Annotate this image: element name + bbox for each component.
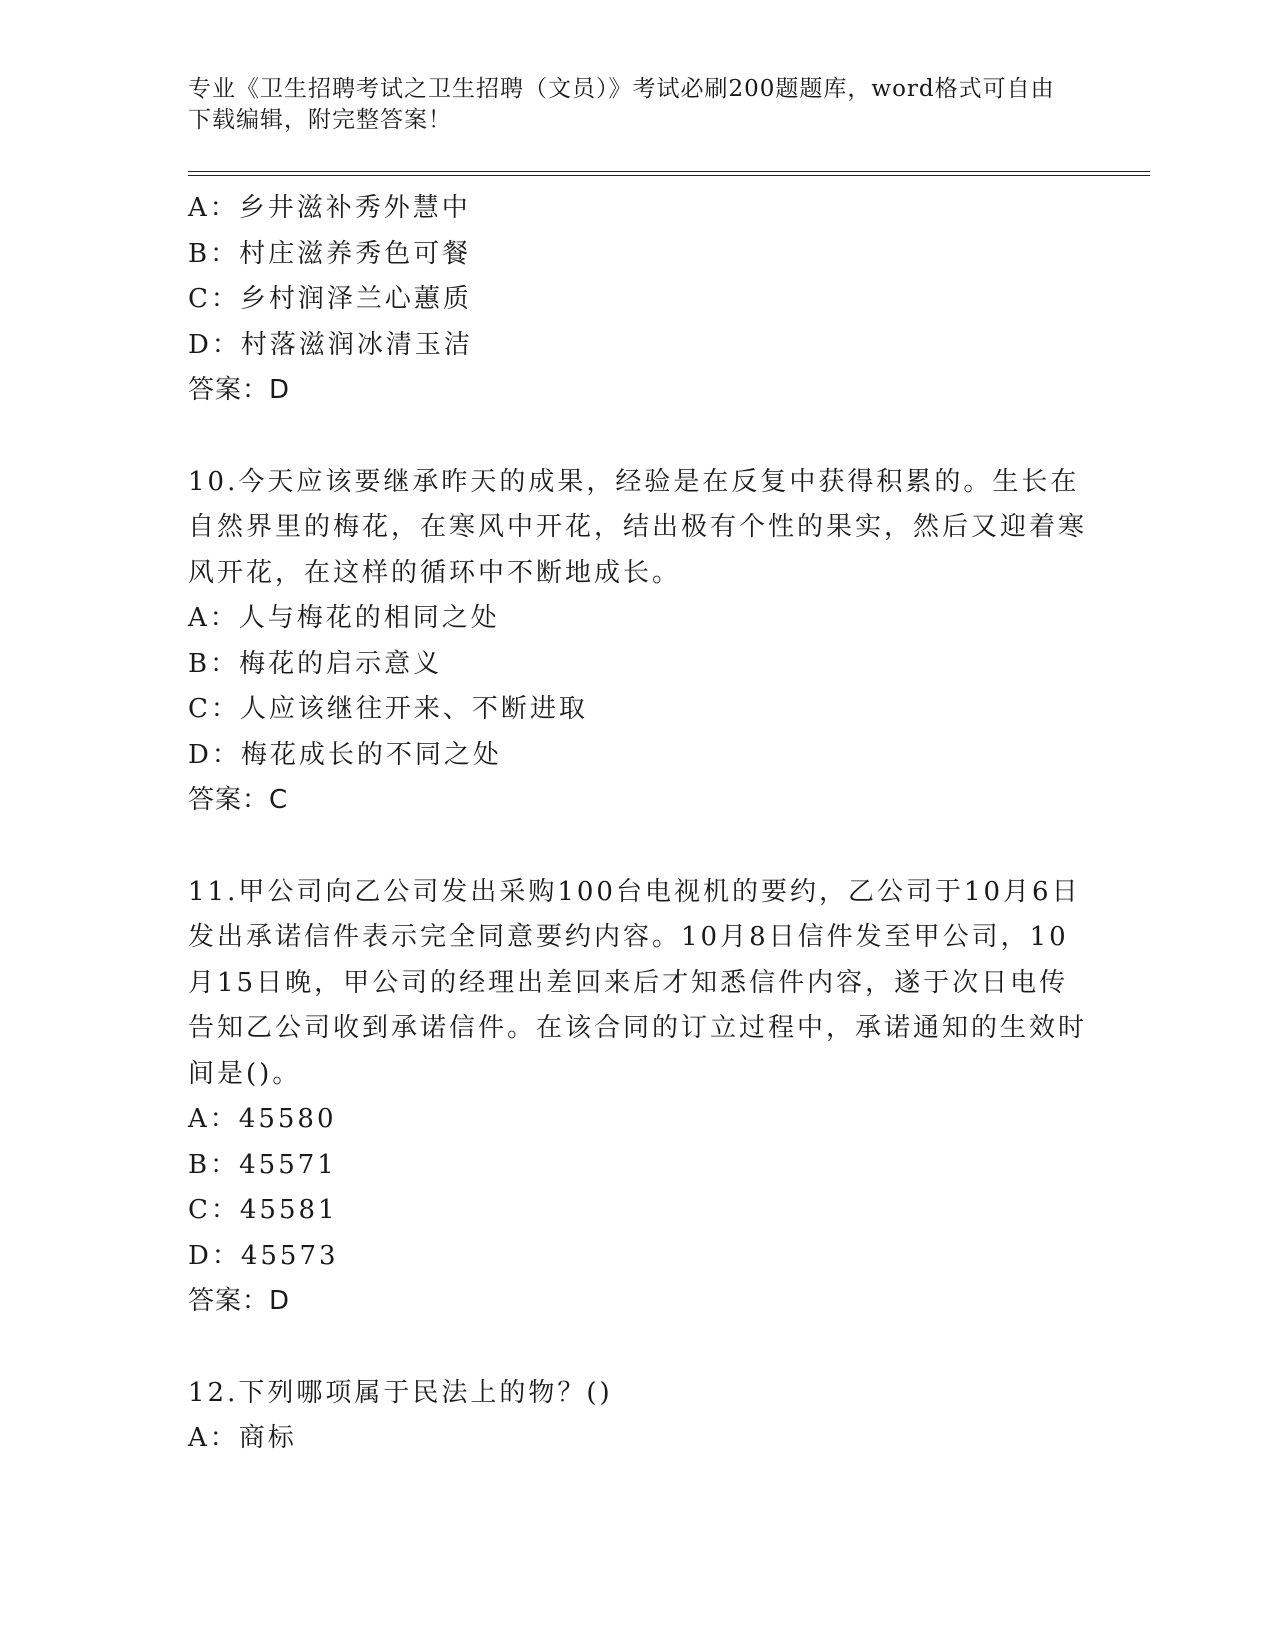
question-text: 11.甲公司向乙公司发出采购100台电视机的要约，乙公司于10月6日发出承诺信件表示完全同意要约内容。10月8日信件发至甲公司，10月15日晚，甲公司的经理出差回来后才知悉信件内容，遂于次日电传告知乙公司收到承诺信件。在该合同的订立过程中，承诺通知的生效时间是()。: [188, 876, 1088, 1089]
answer-line: 答案：C: [188, 785, 289, 815]
answer-line: 答案：D: [188, 1286, 291, 1316]
option-d: D：梅花成长的不同之处: [188, 739, 502, 770]
option-a: A：乡井滋补秀外慧中: [188, 193, 471, 223]
option-d: D：村落滋润冰清玉洁: [188, 329, 473, 360]
question-11-block: [188, 870, 1088, 1325]
option-b: B：村庄滋养秀色可餐: [188, 238, 472, 269]
answer-line: 答案：D: [188, 375, 291, 405]
option-c: C：人应该继往开来、不断进取: [188, 694, 588, 724]
question-list: [188, 186, 1088, 1462]
header-rule-bottom: [188, 175, 1150, 176]
question-text: 12.下列哪项属于民法上的物？(): [188, 1377, 613, 1408]
option-a: A：商标: [188, 1423, 297, 1453]
option-b: B：梅花的启示意义: [188, 648, 443, 679]
option-a: A：人与梅花的相同之处: [188, 603, 500, 633]
header-rule-top: [188, 171, 1150, 172]
option-c: C：乡村润泽兰心蕙质: [188, 284, 472, 314]
question-9-block: [188, 186, 1088, 414]
question-text: 10.今天应该要继承昨天的成果，经验是在反复中获得积累的。生长在自然界里的梅花，在寒风中开花，结出极有个性的果实，然后又迎着寒风开花，在这样的循环中不断地成长。: [188, 466, 1088, 588]
option-b: B：45571: [188, 1149, 337, 1180]
question-10-block: [188, 460, 1088, 824]
spacer: [188, 1325, 1088, 1371]
question-12-block: [188, 1371, 1088, 1462]
option-d: D：45573: [188, 1240, 339, 1271]
option-c: C：45581: [188, 1195, 338, 1225]
option-a: A：45580: [188, 1104, 337, 1134]
spacer: [188, 824, 1088, 870]
spacer: [188, 414, 1088, 460]
document-header: 专业《卫生招聘考试之卫生招聘（文员）》考试必刷200题题库，word格式可自由下载编辑，附完整答案！: [188, 76, 1055, 133]
